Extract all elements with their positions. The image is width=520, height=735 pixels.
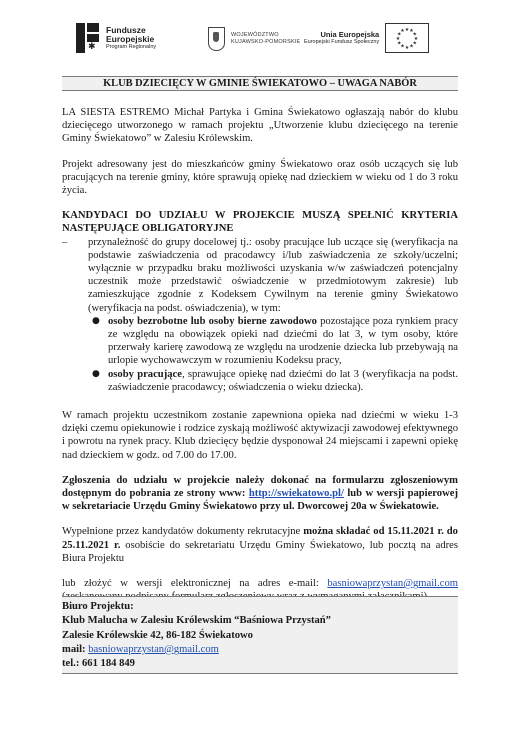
eu-star-icon: ★ (413, 35, 419, 42)
intro-paragraph: LA SIESTA ESTREMO Michał Partyka i Gmina Świekatowo ogłaszają nabór do klubu dziecięcego utworzonego w ramach projektu „Utworzenie klubu dziecięcego na terenie Gminy Świekatowo” w Zalesiu Królewskim. (62, 107, 458, 145)
bullet-bold-text: osoby bezrobotne lub osoby bierne zawodowo (108, 315, 317, 327)
ue-logo-line2: Europejski Fundusz Społeczny (304, 39, 380, 46)
list-item (88, 368, 458, 394)
criteria-heading: KANDYDACI DO UDZIAŁU W PROJEKCIE MUSZĄ SPEŁNIĆ KRYTERIA NASTĘPUJĄCE OBLIGATORYJNE (62, 210, 458, 235)
eu-star-icon: ★ (412, 31, 418, 38)
deadline-paragraph (62, 525, 458, 565)
eu-star-icon: ★ (400, 43, 405, 50)
bullet-bold-text: osoby pracujące (108, 368, 182, 380)
email-link[interactable]: basniowaprzystan@gmail.com (327, 578, 458, 590)
eu-star-icon: ★ (412, 40, 418, 47)
support-paragraph: W ramach projektu uczestnikom zostanie zapewniona opieka nad dziećmi w wieku 1-3 dzięki czemu opiekunowie i rodzice zyskają możliwość aktywizacji zawodowej efektywnego i powrotu na rynek pracy. Klub dziecięcy będzie dysponował 24 miejscami i zapewni opiekę nad dzieckiem w godz. od 7.00 do 17.00. (62, 410, 458, 461)
kp-logo-line2: KUJAWSKO-POMORSKIE (231, 39, 301, 45)
eu-star-icon: ★ (395, 35, 401, 42)
audience-paragraph: Projekt adresowany jest do mieszkańców gminy Świekatowo oraz osób uczących się lub pracujących na terenie gminy, które sprawują opiekę nad dzieckiem w wieku od 1 do 3 roku życia. (62, 158, 458, 197)
website-link[interactable]: http://swiekatowo.pl/ (248, 488, 344, 500)
bullet-text: pozostające poza rynkiem pracy ze względu na obowiązek opieki nad dziećmi do lat 3, w tym osoby, które przerwały karierę zawodową ze względu na urodzenie dziecka lub przebywają na urlopie wychowawczym w rozumieniu Kodeksu pracy, (108, 315, 458, 367)
kujawsko-pomorskie-logo (208, 24, 300, 54)
eu-star-icon: ★ (404, 44, 410, 51)
criteria-item (62, 236, 458, 394)
registration-text-2: lub w wersji papierowej w sekretariacie Urzędu Gminy Świekatowo przy ul. Dworcowej 20a w Świekatowie. (62, 488, 458, 513)
bullet-icon: ● (92, 368, 100, 379)
fe-logo-line3: Program Regionalny (106, 43, 157, 50)
criteria-bullets (88, 315, 458, 394)
logo-bar (0, 18, 520, 58)
fe-mark-icon: ✱ (76, 23, 100, 53)
eu-star-icon: ★ (397, 40, 402, 47)
fe-logo-line2: Europejskie (106, 33, 155, 44)
registration-text-1: Zgłoszenia do udziału w projekcie należy dokonać na formularzu zgłoszeniowym dostępnym do pobrania ze strony www: (62, 474, 458, 500)
footer-mail-label: mail: (62, 643, 89, 655)
kp-logo-line1: WOJEWÓDZTWO (231, 31, 279, 38)
footer-email-link[interactable]: basniowaprzystan@gmail.com (88, 643, 219, 655)
eu-star-icon: ★ (409, 28, 414, 35)
eu-star-icon: ★ (400, 28, 405, 35)
project-office-box (62, 596, 458, 674)
crest-icon (208, 27, 225, 51)
deadline-dates: można składać od 15.11.2021 r. do 25.11.2021 r. (62, 526, 458, 551)
email-text-1: lub złożyć w wersji elektronicznej na adres e-mail: (62, 578, 328, 590)
registration-paragraph (62, 474, 458, 514)
ue-logo-line1: Unia Europejska (320, 30, 380, 40)
bullet-icon: ● (92, 315, 100, 326)
footer-mail-row (62, 643, 458, 657)
page-title: KLUB DZIECIĘCY W GMINIE ŚWIEKATOWO – UWAGA NABÓR (62, 76, 458, 91)
dash-marker: – (62, 236, 68, 248)
deadline-text-2: osobiście do sekretariatu Urzędu Gminy Świekatowo, lub pocztą na adres Biura Projektu (62, 539, 458, 564)
criteria-text: przynależność do grupy docelowej tj.: osoby pracujące lub uczące się (weryfikacja na podstawie zaświadczenia od pracodawcy i/lub zaświadczenia ze szkoły/uczelni; wyłącznie w przypadku braku możliwości uzyskania w/w zaświadczeń potencjalny uczestnik może przedstawić oświadczenie w przedmiotowym zakresie) lub zamieszkujące zgodnie z Kodeksem Cywilnym na terenie gminy Świekatowo (weryfikacja na podst. oświadczenia), w tym: (88, 236, 458, 314)
footer-phone: tel.: 661 184 849 (62, 658, 135, 670)
eu-star-icon: ★ (397, 31, 402, 38)
eu-flag-icon (385, 23, 429, 53)
eu-star-icon: ★ (404, 26, 410, 33)
fe-logo-line1: Fundusze (106, 24, 146, 35)
footer-heading: Biuro Projektu: (62, 601, 134, 612)
bullet-text: , sprawujące opiekę nad dziećmi do lat 3 (weryfikacja na podst. zaświadczenie pracodawcy; oświadczenia o wieku dziecka). (108, 368, 458, 393)
deadline-text-1: Wypełnione przez kandydatów dokumenty rekrutacyjne (62, 526, 304, 538)
eu-star-icon: ★ (409, 43, 414, 50)
fundusze-europejskie-logo (76, 20, 156, 56)
unia-europejska-logo (304, 22, 429, 54)
footer-club-name: Klub Malucha w Zalesiu Królewskim “Baśniowa Przystań” (62, 615, 331, 627)
footer-address: Zalesie Królewskie 42, 86-182 Świekatowo (62, 629, 253, 641)
notice-body (62, 76, 458, 604)
list-item (88, 315, 458, 368)
